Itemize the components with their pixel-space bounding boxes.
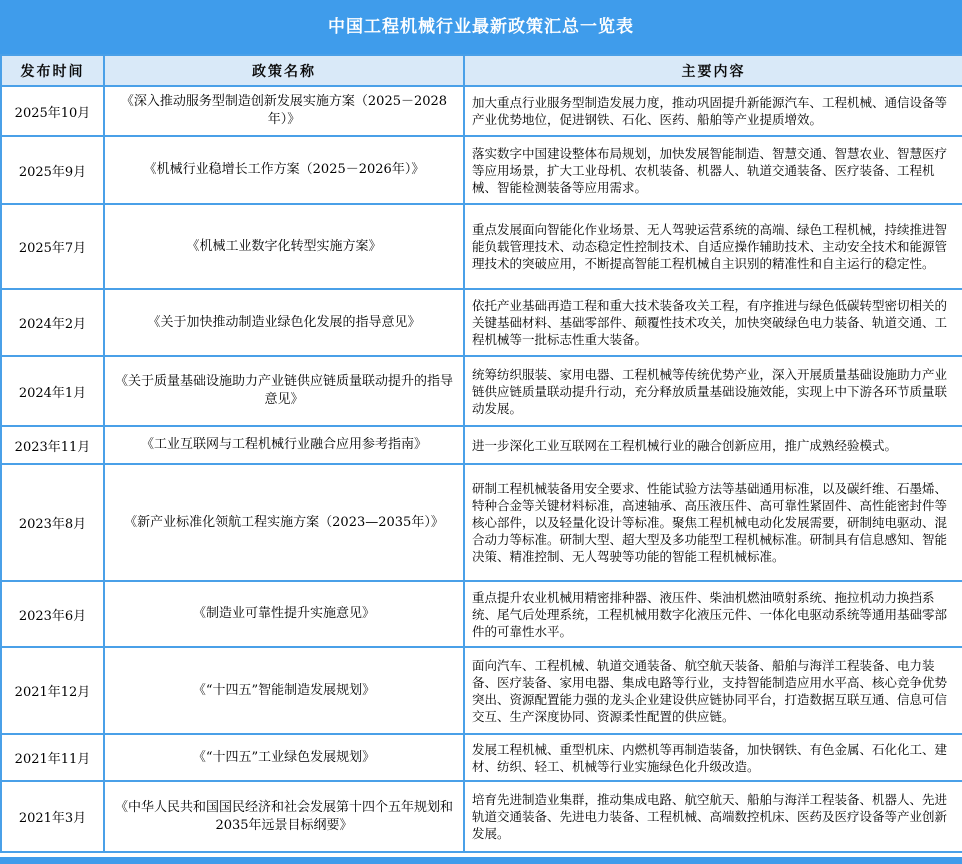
- column-header-publish-date: 发布时间: [1, 55, 104, 86]
- cell-policy-name: 《工业互联网与工程机械行业融合应用参考指南》: [104, 426, 464, 464]
- cell-policy-name: 《关于质量基础设施助力产业链供应链质量联动提升的指导意见》: [104, 356, 464, 426]
- cell-publish-date: 2025年10月: [1, 86, 104, 136]
- cell-publish-date: 2025年9月: [1, 136, 104, 204]
- cell-publish-date: 2023年8月: [1, 464, 104, 581]
- cell-main-content: 面向汽车、工程机械、轨道交通装备、航空航天装备、船舶与海洋工程装备、电力装备、医疗装备、家用电器、集成电路等行业，支持智能制造应用水平高、核心竞争优势突出、资源配置能力强的龙头企业建设供应链协同平台，打造数据互联互通、信息可信交互、生产深度协同、资源柔性配置的供应链。: [464, 647, 962, 734]
- table-header-row: [1, 55, 962, 86]
- cell-publish-date: 2024年2月: [1, 289, 104, 356]
- table-row: [1, 464, 962, 581]
- cell-policy-name: 《深入推动服务型制造创新发展实施方案（2025－2028年）》: [104, 86, 464, 136]
- cell-publish-date: 2024年1月: [1, 356, 104, 426]
- column-header-policy-name: 政策名称: [104, 55, 464, 86]
- bottom-accent-bar: [0, 857, 962, 864]
- table-row: [1, 204, 962, 289]
- cell-publish-date: 2021年11月: [1, 734, 104, 781]
- column-header-main-content: 主要内容: [464, 55, 962, 86]
- cell-policy-name: 《关于加快推动制造业绿色化发展的指导意见》: [104, 289, 464, 356]
- cell-publish-date: 2021年12月: [1, 647, 104, 734]
- table-row: [1, 734, 962, 781]
- cell-main-content: 落实数字中国建设整体布局规划，加快发展智能制造、智慧交通、智慧农业、智慧医疗等应用场景，扩大工业母机、农机装备、机器人、轨道交通装备、医疗装备、工程机械、智能检测装备等应用需求。: [464, 136, 962, 204]
- cell-publish-date: 2021年3月: [1, 781, 104, 852]
- cell-publish-date: 2025年7月: [1, 204, 104, 289]
- cell-main-content: 重点发展面向智能化作业场景、无人驾驶运营系统的高端、绿色工程机械，持续推进智能负载管理技术、动态稳定性控制技术、自适应操作辅助技术、主动安全技术和能源管理技术的突破应用，不断提高智能工程机械自主识别的精准性和自主运行的稳定性。: [464, 204, 962, 289]
- cell-main-content: 重点提升农业机械用精密排种器、液压件、柴油机燃油喷射系统、拖拉机动力换挡系统、尾气后处理系统，工程机械用数字化液压元件、一体化电驱动系统等通用基础零部件的可靠性水平。: [464, 581, 962, 647]
- policy-table: [0, 54, 962, 853]
- cell-main-content: 加大重点行业服务型制造发展力度，推动巩固提升新能源汽车、工程机械、通信设备等产业优势地位，促进钢铁、石化、医药、船舶等产业提质增效。: [464, 86, 962, 136]
- cell-main-content: 进一步深化工业互联网在工程机械行业的融合创新应用，推广成熟经验模式。: [464, 426, 962, 464]
- table-row: [1, 86, 962, 136]
- table-row: [1, 781, 962, 852]
- page-title: 中国工程机械行业最新政策汇总一览表: [0, 0, 962, 54]
- table-row: [1, 356, 962, 426]
- cell-policy-name: 《机械工业数字化转型实施方案》: [104, 204, 464, 289]
- table-row: [1, 426, 962, 464]
- table-row: [1, 647, 962, 734]
- table-row: [1, 581, 962, 647]
- cell-main-content: 依托产业基础再造工程和重大技术装备攻关工程，有序推进与绿色低碳转型密切相关的关键基础材料、基础零部件、颠覆性技术攻关，加快突破绿色电力装备、轨道交通、工程机械等一批标志性重大装备。: [464, 289, 962, 356]
- cell-policy-name: 《“十四五”智能制造发展规划》: [104, 647, 464, 734]
- table-row: [1, 136, 962, 204]
- cell-policy-name: 《机械行业稳增长工作方案（2025－2026年）》: [104, 136, 464, 204]
- cell-publish-date: 2023年11月: [1, 426, 104, 464]
- cell-main-content: 发展工程机械、重型机床、内燃机等再制造装备，加快钢铁、有色金属、石化化工、建材、纺织、轻工、机械等行业实施绿色化升级改造。: [464, 734, 962, 781]
- cell-policy-name: 《制造业可靠性提升实施意见》: [104, 581, 464, 647]
- cell-policy-name: 《中华人民共和国国民经济和社会发展第十四个五年规划和2035年远景目标纲要》: [104, 781, 464, 852]
- cell-policy-name: 《新产业标准化领航工程实施方案（2023—2035年）》: [104, 464, 464, 581]
- cell-main-content: 培育先进制造业集群，推动集成电路、航空航天、船舶与海洋工程装备、机器人、先进轨道交通装备、先进电力装备、工程机械、高端数控机床、医药及医疗设备等产业创新发展。: [464, 781, 962, 852]
- cell-main-content: 统筹纺织服装、家用电器、工程机械等传统优势产业，深入开展质量基础设施助力产业链供应链质量联动提升行动，充分释放质量基础设施效能，实现上中下游各环节质量联动发展。: [464, 356, 962, 426]
- cell-publish-date: 2023年6月: [1, 581, 104, 647]
- cell-main-content: 研制工程机械装备用安全要求、性能试验方法等基础通用标准，以及碳纤维、石墨烯、特种合金等关键材料标准，高速轴承、高压液压件、高可靠性紧固件、高性能密封件等核心部件，以及轻量化设计等标准。聚焦工程机械电动化发展需要，研制纯电驱动、混合动力等标准。研制大型、超大型及多功能型工程机械标准。研制具有信息感知、智能决策、精准控制、无人驾驶等功能的智能工程机械标准。: [464, 464, 962, 581]
- cell-policy-name: 《“十四五”工业绿色发展规划》: [104, 734, 464, 781]
- table-row: [1, 289, 962, 356]
